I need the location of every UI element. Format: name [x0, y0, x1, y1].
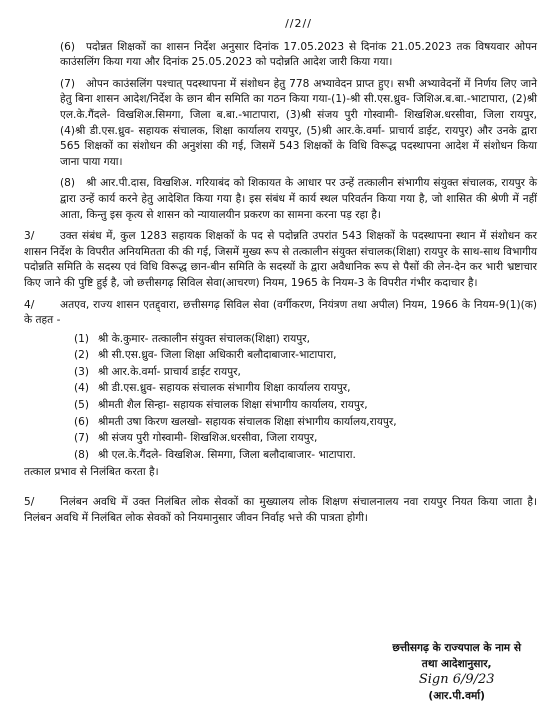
list-item: (3) श्री आर.के.वर्मा- प्राचार्य डाईट रायपुर, [74, 365, 241, 378]
signature-line-1: छत्तीसगढ़ के राज्यपाल के नाम से [392, 642, 521, 654]
paragraph-text: पदोन्नत शिक्षकों का शासन निर्देश अनुसार दिनांक 17.05.2023 से दिनांक 21.05.2023 तक विषयवार ओपन काउंसलिंग किया गया और दिनांक 25.05.2023 को पदोन्नति आदेश जारी किया गया। [60, 40, 537, 69]
section-number: 4/ [24, 298, 35, 311]
section-number: 5/ [24, 496, 35, 509]
list-item: (7) श्री संजय पुरी गोस्वामी- शिखशिअ.धरसीवा, जिला रायपुर, [74, 432, 318, 445]
suspended-officers-list [74, 331, 537, 464]
section-3 [24, 229, 537, 291]
section-text: उक्त संबंध में, कुल 1283 सहायक शिक्षकों के पद से पदोन्नति उपरांत 543 शिक्षकों के पदस्थापना स्थान में संशोधन कर शासन निर्देश के विपरीत अनियमितता की की गई, जिसमें मुख्य रूप से तत्कालीन संयुक्त संचालक(शिक्षा) रायपुर के साथ-साथ विभागीय पदोन्नति समिति के सदस्य एवं विधि विरूद्ध छान-बीन समिति के सदस्यों के द्वारा अवैधानिक रूप से पैसों की लेन-देन कर भारी भ्रष्टाचार किए जाने की पुष्टि हुई है, जो छत्तीसगढ़ सिविल सेवा(आचरण) नियम, 1965 के नियम-3 के विपरीत गंभीर कदाचार है। [24, 230, 537, 289]
signature-block [392, 640, 521, 704]
paragraph-8 [60, 176, 537, 223]
paragraph-number: (7) [60, 77, 76, 90]
list-item: (6) श्रीमती उषा किरण खलखो- सहायक संचालक शिक्षा संभागीय कार्यालय,रायपुर, [74, 415, 397, 428]
paragraph-6 [60, 40, 537, 71]
section-text: अतएव, राज्य शासन एतद्द्वारा, छत्तीसगढ़ सिविल सेवा (वर्गीकरण, नियंत्रण तथा अपील) नियम, 1966 के नियम-9(1)(क) के तहत - [24, 298, 537, 327]
list-item: (1) श्री के.कुमार- तत्कालीन संयुक्त संचालक(शिक्षा) रायपुर, [74, 332, 311, 345]
section-number: 3/ [24, 230, 35, 243]
paragraph-7 [60, 77, 537, 171]
list-item: (8) श्री एल.के.गैंदले- विखशिअ. सिमगा, जिला बलौदाबाजार- भाटापारा. [74, 448, 356, 461]
paragraph-text: श्री आर.पी.दास, विखशिअ. गरियाबंद को शिकायत के आधार पर उन्हें तत्कालीन संभागीय संयुक्त संचालक, रायपुर के द्वारा उन्हें कार्य करने हेतु आदेशित किया गया है। इस संबंध में कार्य स्थल परिवर्तन किया गया है, जो शासित की श्रेणी में नहीं आता, किन्तु इस कृत्य से शासन को न्यायालयीन प्रकरण का सामना करना पड़ रहा है। [60, 177, 537, 221]
paragraph-text: ओपन काउंसलिंग पश्चात् पदस्थापना में संशोधन हेतु 778 अभ्यावेदन प्राप्त हुए। सभी अभ्यावेदनों में निर्णय लिए जाने हेतु बिना शासन आदेश/निर्देश के छान बीन समिति का गठन किया गया-(1)-श्री सी.एस.ध्रुव- जिशिअ.ब.बा.-भाटापारा, (2)श्री एल.के.गैंदले- विखशिअ.सिमगा, जिला ब.बा.-भाटापारा, (3)श्री संजय पुरी गोस्वामी- शिखशिअ.धरसीवा, जिला रायपुर, (4)श्री डी.एस.ध्रुव- सहायक संचालक, शिक्षा कार्यालय रायपुर, (5)श्री आर.के.वर्मा- प्राचार्य डाईट, रायपुर) और उनके द्वारा 565 शिक्षकों का संशोधन की अनुशंसा की गई, जिसमें 543 शिक्षकों के विधि विरूद्ध पदस्थापना आदेश में संशोधन किया जाना पाया गया। [60, 77, 537, 168]
paragraph-number: (8) [60, 177, 76, 190]
section-text: निलंबन अवधि में उक्त निलंबित लोक सेवकों का मुख्यालय लोक शिक्षण संचालनालय नवा रायपुर नियत किया जाता है। निलंबन अवधि में निलंबित लोक सेवकों को नियमानुसार जीवन निर्वाह भत्ते की पात्रता होगी। [24, 496, 537, 524]
paragraph-number: (6) [60, 40, 76, 53]
list-item: (5) श्रीमती शैल सिन्हा- सहायक संचालक शिक्षा संभागीय कार्यालय, रायपुर, [74, 399, 368, 412]
section-5 [24, 495, 537, 526]
signature-scribble: Sign 6/9/23 [418, 672, 495, 687]
list-item: (4) श्री डी.एस.ध्रुव- सहायक संचालक संभागीय शिक्षा कार्यालय रायपुर, [74, 382, 351, 395]
section-4-tail: तत्काल प्रभाव से निलंबित करता है। [24, 466, 159, 479]
section-4-intro [24, 298, 537, 329]
page-number: //2// [285, 17, 312, 30]
signature-line-2: तथा आदेशानुसार, [421, 658, 492, 670]
list-item: (2) श्री सी.एस.ध्रुव- जिला शिक्षा अधिकारी बलौदाबाजार-भाटापारा, [74, 349, 337, 362]
signatory-name: (आर.पी.वर्मा) [428, 690, 485, 702]
